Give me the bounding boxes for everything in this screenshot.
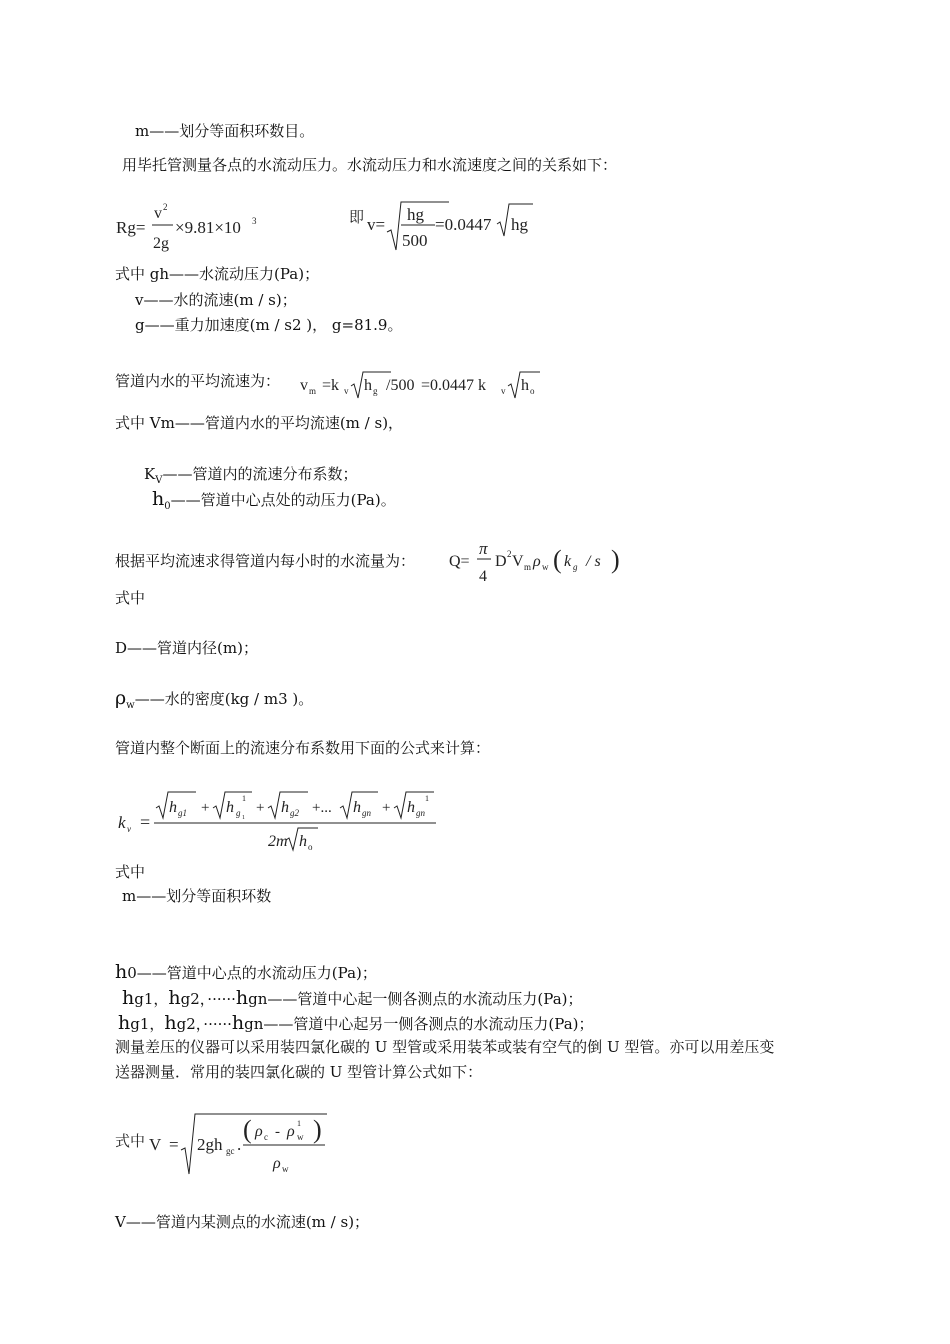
f5-t2-sub: g <box>236 808 241 818</box>
hgn-symbol: h <box>235 987 249 1009</box>
f6-rho-w1: ρ <box>287 1123 295 1140</box>
f2-lhs: v= <box>367 215 386 234</box>
kv-text: ——管道内的流速分布系数； <box>162 465 358 483</box>
formula-kv <box>118 788 438 854</box>
f5-eq: = <box>140 812 151 832</box>
f5-den-pre: 2m <box>268 833 288 850</box>
formula-v-sqrt <box>349 198 549 254</box>
line-kv-def <box>144 464 357 491</box>
f5-t3-h: h <box>281 799 289 816</box>
line-gh-def: 式中 gh——水流动压力(Pa)； <box>115 265 320 283</box>
line-avg-velocity: 管道内水的平均流速为： <box>115 372 281 390</box>
f6-v: V <box>149 1135 162 1154</box>
line-pitot-intro: 用毕托管测量各点的水流动压力。水流动压力和水流速度之间的关系如下： <box>122 156 618 174</box>
line-hg-side-2 <box>118 1013 594 1034</box>
formula-v-utube <box>115 1110 345 1180</box>
hg1b-symbol: h <box>118 1012 131 1034</box>
hg1-symbol: h <box>122 987 135 1009</box>
rho-text: ——水的密度(kg / m3 )。 <box>134 690 314 708</box>
f6-lparen: ( <box>243 1115 252 1144</box>
kv-sub: V <box>155 475 163 486</box>
h0-text: ——管道中心点处的动压力(Pa)。 <box>170 491 396 509</box>
kv-symbol: K <box>144 465 156 483</box>
f5-plus-3: + <box>382 800 391 816</box>
f3-mid: =0.0447 k <box>421 377 487 394</box>
line-kv-intro: 管道内整个断面上的流速分布系数用下面的公式来计算： <box>115 739 491 757</box>
f1-rest: ×9.81×10 <box>175 218 241 237</box>
formula-vm <box>300 368 550 402</box>
f3-v: v <box>300 377 308 394</box>
line-instrument-1: 测量差压的仪器可以采用装四氯化碳的 U 型管或采用装苯或装有空气的倒 U 型管。亦可以用差压变 <box>115 1038 775 1056</box>
f5-t2-subsub: 1 <box>242 815 245 821</box>
f5-den-h-sub: o <box>308 842 313 852</box>
hgn-text: gn——管道中心起一侧各测点的水流动压力(Pa)； <box>248 990 583 1008</box>
line-vm-def: 式中 Vm——管道内水的平均流速(m / s)， <box>115 414 404 432</box>
f4-rho: ρ <box>533 553 541 570</box>
f5-plus-1: + <box>201 800 210 816</box>
line-m-def: m——划分等面积环数 <box>122 887 272 905</box>
f3-k2-sub: v <box>501 386 506 396</box>
f2-mid: =0.0447 <box>435 215 492 234</box>
f6-den-rho: ρ <box>273 1155 281 1172</box>
f5-lhs: k <box>118 813 126 832</box>
f6-gh: 2gh <box>197 1135 223 1154</box>
f4-unit-k: k <box>564 553 572 570</box>
hgnb-symbol: h <box>231 1012 245 1034</box>
f1-num: v <box>154 205 162 222</box>
f4-rparen: ) <box>611 545 620 574</box>
f1-den: 2g <box>153 235 169 252</box>
f5-t1-sub: g1 <box>178 808 187 818</box>
f2-prefix: 即 <box>349 210 365 226</box>
f6-den-rho-sub: w <box>282 1164 289 1174</box>
f5-t4-h: h <box>353 799 361 816</box>
f1-rest-sup: 3 <box>252 216 257 226</box>
f5-den-h: h <box>299 833 307 850</box>
rho-sub: w <box>126 700 135 711</box>
formula-rg <box>116 200 276 256</box>
f5-t5-sup: 1 <box>425 794 429 803</box>
f6-rho-w1-sup: 1 <box>297 1119 301 1128</box>
line-ring-count: m——划分等面积环数目。 <box>135 122 315 140</box>
f4-d-sup: 2 <box>507 549 512 559</box>
line-instrument-2: 送器测量．常用的装四氯化碳的 U 型管计算公式如下： <box>115 1063 483 1081</box>
line-g-def: g——重力加速度(m / s2 )， g=81.9。 <box>135 316 403 334</box>
f6-prefix: 式中 <box>115 1134 146 1150</box>
rho-symbol: ρ <box>115 687 127 709</box>
f6-rho-w1-sub: w <box>297 1132 304 1142</box>
f3-eq: =k <box>322 377 340 394</box>
f4-unit-rest: / s <box>586 553 601 570</box>
line-rho-def <box>115 688 313 716</box>
h0-flow-sub: 0 <box>127 964 137 982</box>
f1-lhs: Rg= <box>116 218 146 237</box>
f4-lhs: Q= <box>449 553 470 570</box>
f5-dots: +... <box>312 800 332 816</box>
line-flow-intro: 根据平均流速求得管道内每小时的水流量为： <box>115 552 416 570</box>
line-v-def: v——水的流速(m / s)； <box>135 291 297 309</box>
f5-t2-h: h <box>226 799 234 816</box>
hg2-symbol: h <box>168 987 181 1009</box>
line-h0-def <box>152 489 396 517</box>
f1-num-sup: 2 <box>163 202 168 212</box>
f3-h2: h <box>521 377 529 394</box>
f3-slash: /500 <box>386 377 415 394</box>
f3-h2-sub: o <box>530 386 535 396</box>
f5-plus-2: + <box>256 800 265 816</box>
f5-lhs-sub: v <box>127 824 131 834</box>
hg1b-text: g1， <box>130 1015 165 1033</box>
f5-t5-h: h <box>407 799 415 816</box>
f3-h-sub: g <box>373 386 378 396</box>
h0-sub: 0 <box>164 501 171 512</box>
f4-num: π <box>479 539 488 558</box>
f4-vm-sub: m <box>524 562 532 572</box>
f4-d: D <box>495 553 507 570</box>
f3-h: h <box>364 377 372 394</box>
f2-num: hg <box>407 205 424 224</box>
f5-t4-sub: gn <box>362 808 371 818</box>
hg2-text: g2，······ <box>180 990 236 1008</box>
f6-rho-c: ρ <box>255 1123 263 1140</box>
line-where-2: 式中 <box>115 863 146 881</box>
f4-lparen: ( <box>553 545 562 574</box>
f5-t2-sup: 1 <box>242 794 246 803</box>
f4-vm: V <box>512 553 524 570</box>
f6-gh-sub: gc <box>226 1146 235 1156</box>
f2-den: 500 <box>402 231 428 250</box>
line-d-def: D——管道内径(m)； <box>115 639 258 657</box>
f3-v-sub: m <box>309 386 317 396</box>
f4-rho-sub: w <box>542 562 549 572</box>
f6-rho-c-sub: c <box>264 1132 268 1142</box>
hg2b-symbol: h <box>164 1012 177 1034</box>
hg1-text: g1， <box>134 990 169 1008</box>
f2-rad: hg <box>511 215 528 234</box>
f6-eq: = <box>169 1135 179 1154</box>
line-h0-flow-def <box>115 962 377 983</box>
h0-flow-symbol: h <box>115 961 128 983</box>
f4-unit-k-sub: g <box>573 562 578 572</box>
f5-t5-sub: gn <box>416 808 425 818</box>
formula-q <box>449 536 629 586</box>
f5-t3-sub: g2 <box>290 808 299 818</box>
h0-flow-text: ——管道中心点的水流动压力(Pa)； <box>136 964 377 982</box>
f6-rparen: ) <box>313 1115 322 1144</box>
f4-den: 4 <box>479 568 487 585</box>
line-where-1: 式中 <box>115 589 146 607</box>
f3-k-sub: v <box>344 386 349 396</box>
f6-minus: - <box>275 1124 280 1140</box>
f5-t1-h: h <box>169 799 177 816</box>
line-v-point-def: V——管道内某测点的水流速(m / s)； <box>115 1213 370 1231</box>
hg2b-text: g2，······ <box>176 1015 232 1033</box>
hgnb-text: gn——管道中心起另一侧各测点的水流动压力(Pa)； <box>244 1015 594 1033</box>
f6-dot: . <box>237 1135 242 1154</box>
line-hg-side-1 <box>122 988 583 1009</box>
h0-symbol: h <box>152 488 165 510</box>
